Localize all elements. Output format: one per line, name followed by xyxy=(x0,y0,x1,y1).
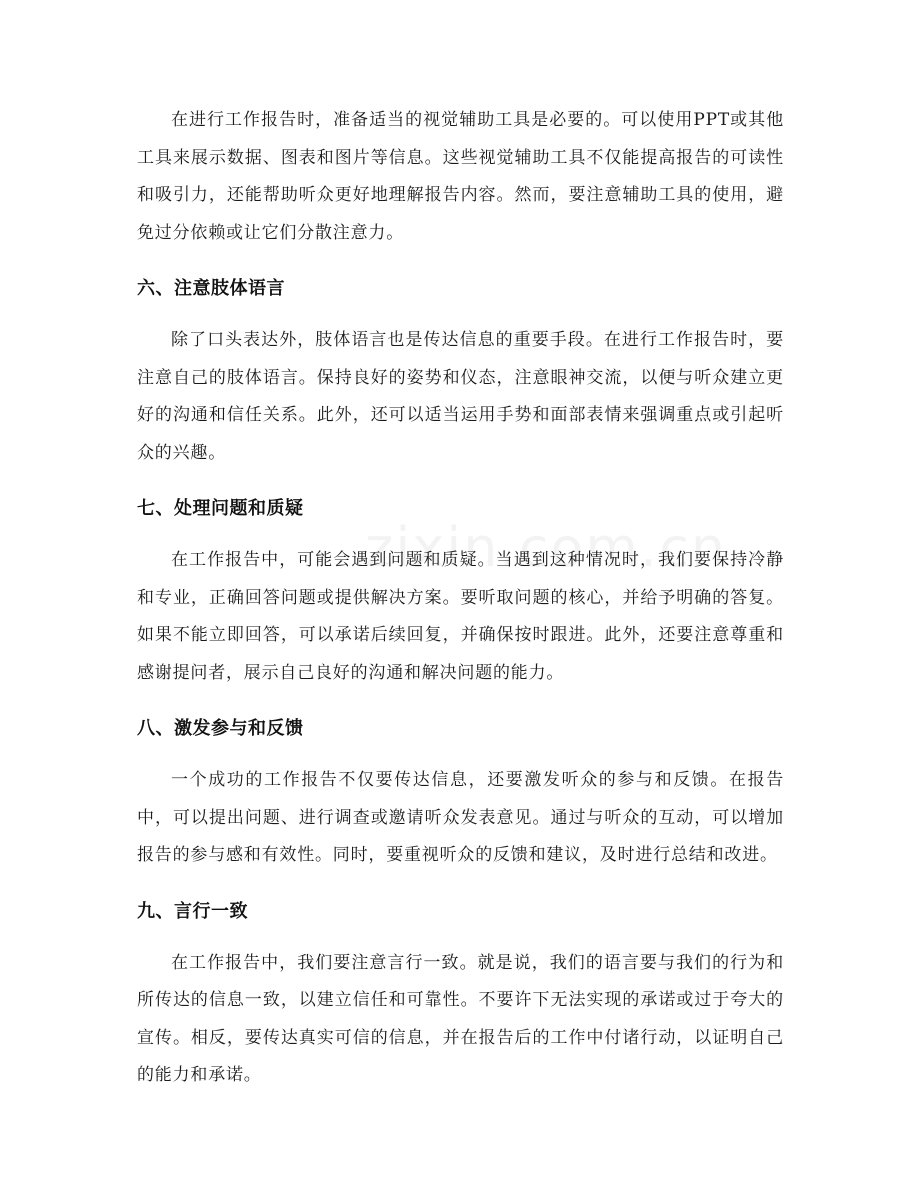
section-heading: 六、注意肢体语言 xyxy=(137,278,285,299)
section-heading: 七、处理问题和质疑 xyxy=(137,498,304,519)
section-6 xyxy=(137,277,784,472)
section-7 xyxy=(137,497,784,692)
section-heading: 九、言行一致 xyxy=(137,900,248,922)
section-9 xyxy=(137,900,784,1095)
section-paragraph: 一个成功的工作报告不仅要传达信息，还要激发听众的参与和反馈。在报告中，可以提出问题、进行调查或邀请听众发表意见。通过与听众的互动，可以增加报告的参与感和有效性。同时，要重视听众的反馈和建议，及时进行总结和改进。 xyxy=(137,770,784,865)
section-paragraph: 除了口头表达外，肢体语言也是传达信息的重要手段。在进行工作报告时，要注意自己的肢体语言。保持良好的姿势和仪态，注意眼神交流，以便与听众建立更好的沟通和信任关系。此外，还可以适当运用手势和面部表情来强调重点或引起听众的兴趣。 xyxy=(137,330,784,463)
section-8 xyxy=(137,717,784,875)
intro-paragraph: 在进行工作报告时，准备适当的视觉辅助工具是必要的。可以使用PPT或其他工具来展示数据、图表和图片等信息。这些视觉辅助工具不仅能提高报告的可读性和吸引力，还能帮助听众更好地理解报告内容。然而，要注意辅助工具的使用，避免过分依赖或让它们分散注意力。 xyxy=(137,110,784,243)
document-body xyxy=(137,102,784,1095)
section-heading: 八、激发参与和反馈 xyxy=(137,718,304,739)
section-paragraph: 在工作报告中，我们要注意言行一致。就是说，我们的语言要与我们的行为和所传达的信息一致，以建立信任和可靠性。不要许下无法实现的承诺或过于夸大的宣传。相反，要传达真实可信的信息，并在报告后的工作中付诸行动，以证明自己的能力和承诺。 xyxy=(137,952,784,1085)
section-paragraph: 在工作报告中，可能会遇到问题和质疑。当遇到这种情况时，我们要保持冷静和专业，正确回答问题或提供解决方案。要听取问题的核心，并给予明确的答复。如果不能立即回答，可以承诺后续回复，并确保按时跟进。此外，还要注意尊重和感谢提问者，展示自己良好的沟通和解决问题的能力。 xyxy=(137,550,784,683)
